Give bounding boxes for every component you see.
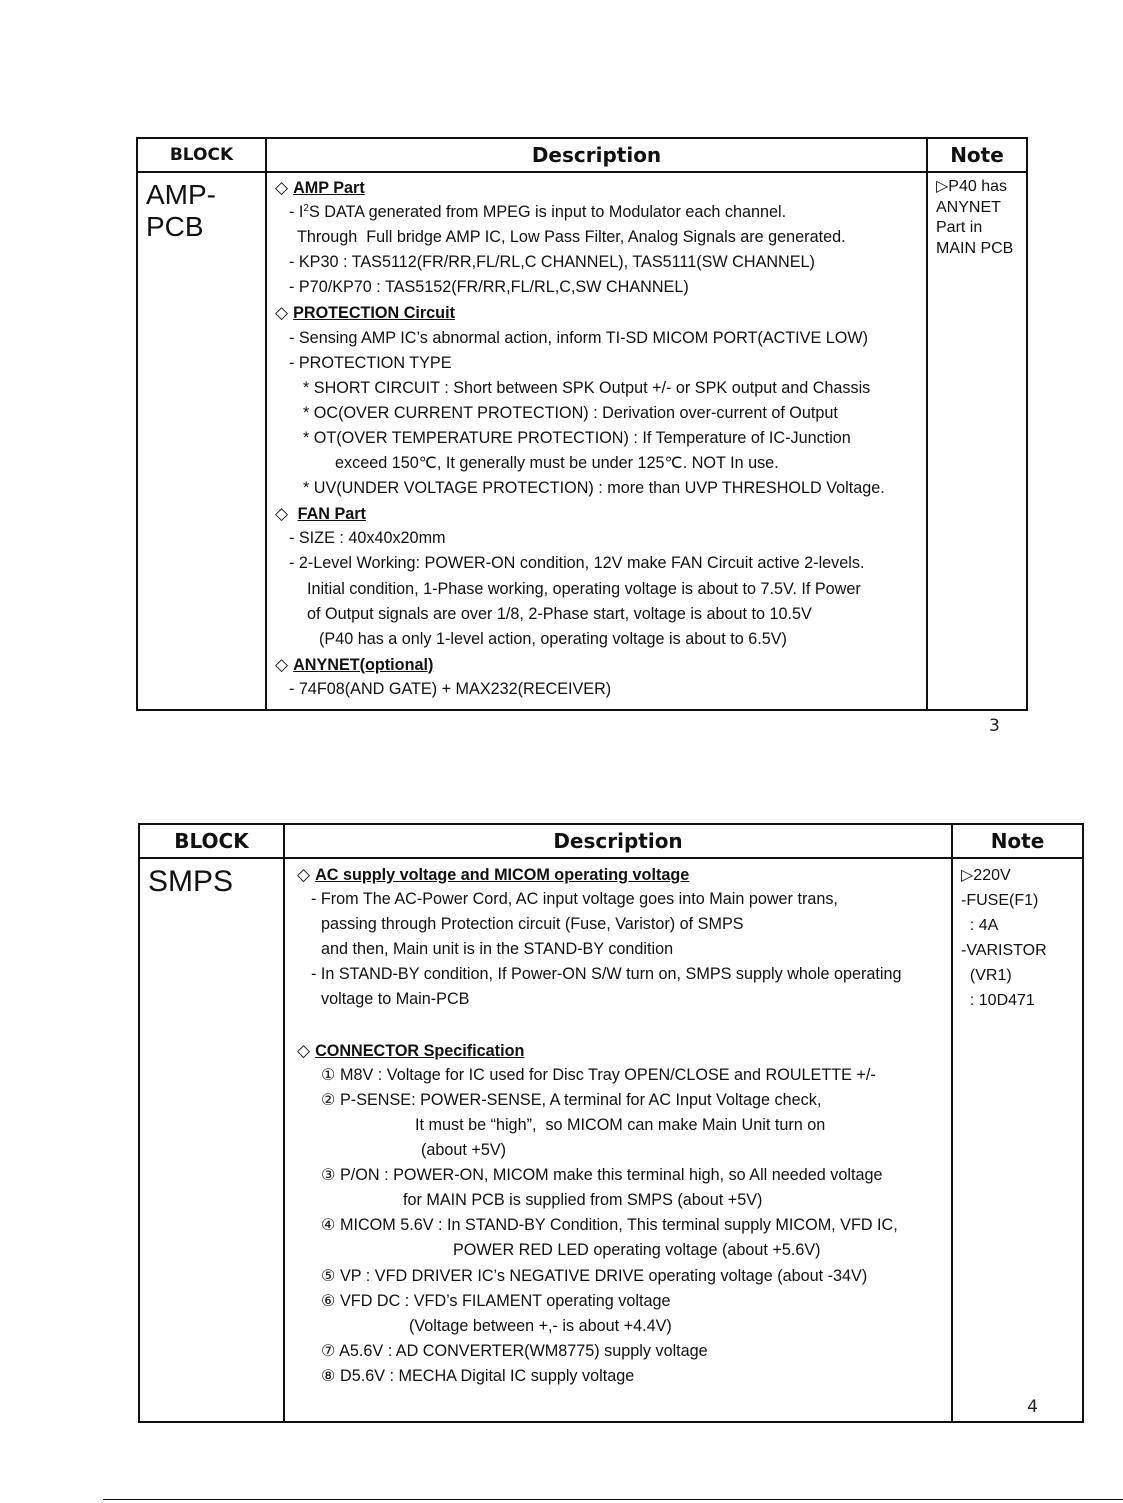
block-name: SMPS — [148, 865, 234, 898]
line-text: and then, Main unit is in the STAND-BY condition — [321, 940, 674, 959]
description-line: - $I^2S$ DATA generated from MPEG is input to Modulator each channel. — [289, 203, 787, 222]
diamond-icon: ◇ — [275, 654, 289, 674]
line-text: Through Full bridge AMP IC, Low Pass Filter, Analog Signals are generated. — [297, 228, 846, 247]
block-name: AMP-PCB — [146, 179, 216, 242]
description-line — [275, 551, 926, 576]
line-text: * UV(UNDER VOLTAGE PROTECTION) : more than UVP THRESHOLD Voltage. — [303, 479, 885, 498]
description-line — [297, 887, 951, 912]
line-text: ④ MICOM 5.6V : In STAND-BY Condition, This terminal supply MICOM, VFD IC, — [321, 1216, 898, 1235]
line-text: (about +5V) — [421, 1141, 507, 1160]
description-line — [297, 987, 951, 1012]
description-line — [275, 326, 926, 351]
header-block: BLOCK — [139, 824, 284, 858]
note-cell — [928, 173, 1026, 259]
line-text: POWER RED LED operating voltage (about +5.6V) — [453, 1241, 821, 1260]
line-text: ② P-SENSE: POWER-SENSE, A terminal for AC Input Voltage check, — [321, 1090, 822, 1109]
line-text: - Sensing AMP IC’s abnormal action, inform TI-SD MICOM PORT(ACTIVE LOW) — [289, 328, 869, 347]
diamond-icon: ◇ — [297, 865, 311, 884]
section-heading — [275, 175, 926, 200]
description-line — [297, 1238, 951, 1263]
note-line: (VR1) — [961, 967, 1012, 984]
header-note: Note — [952, 824, 1083, 858]
description-line — [275, 627, 926, 652]
description-line — [275, 677, 926, 702]
header-block: BLOCK — [137, 138, 266, 172]
description-line — [297, 1213, 951, 1238]
description-line — [275, 351, 926, 376]
note-line: MAIN PCB — [936, 239, 1014, 257]
amp-pcb-table — [136, 137, 1028, 711]
description-line — [297, 1188, 951, 1213]
description-line — [297, 912, 951, 937]
note-line: -FUSE(F1) — [961, 892, 1039, 909]
diamond-icon: ◇ — [275, 303, 289, 323]
description-line — [297, 1339, 951, 1364]
description-line — [275, 526, 926, 551]
description-line — [297, 937, 951, 962]
section-heading-text: ANYNET(optional) — [293, 655, 434, 674]
description-line — [275, 401, 926, 426]
description-line — [297, 1113, 951, 1138]
description-line — [275, 426, 926, 451]
section-heading — [297, 862, 951, 887]
note-cell — [953, 859, 1082, 1013]
header-note: Note — [927, 138, 1027, 172]
description-line — [275, 225, 926, 250]
note-line: : 4A — [961, 917, 999, 934]
description-line — [297, 1088, 951, 1113]
note-line: Part in — [936, 219, 983, 236]
line-text: - P70/KP70 : TAS5152(FR/RR,FL/RL,C,SW CHANNEL) — [289, 278, 689, 297]
line-text: It must be “high”, so MICOM can make Main Unit turn on — [415, 1115, 826, 1134]
section-heading-text: FAN Part — [297, 505, 366, 524]
line-text: ⑤ VP : VFD DRIVER IC’s NEGATIVE DRIVE operating voltage (about -34V) — [321, 1266, 868, 1285]
line-text: passing through Protection circuit (Fuse, Varistor) of SMPS — [321, 915, 744, 934]
line-text: Initial condition, 1-Phase working, operating voltage is about to 7.5V. If Power — [307, 579, 861, 598]
note-line: ANYNET — [936, 198, 1001, 216]
section-heading-text: PROTECTION Circuit — [293, 304, 455, 323]
section-heading — [297, 1038, 951, 1063]
diamond-icon: ◇ — [297, 1040, 311, 1060]
line-text: voltage to Main-PCB — [321, 990, 470, 1009]
description-line — [297, 1289, 951, 1314]
description-line — [275, 476, 926, 501]
line-text: - SIZE : 40x40x20mm — [289, 529, 446, 548]
section-heading-text: CONNECTOR Specification — [315, 1041, 525, 1060]
line-text: ⑥ VFD DC : VFD’s FILAMENT operating voltage — [321, 1291, 671, 1310]
line-text: - In STAND-BY condition, If Power-ON S/W turn on, SMPS supply whole operating — [311, 965, 902, 984]
section-heading — [275, 501, 926, 526]
description-line — [275, 250, 926, 275]
section-heading-text: AC supply voltage and MICOM operating voltage — [315, 866, 690, 884]
page-number: 4 — [1027, 1397, 1038, 1417]
note-line: ▷P40 has — [936, 178, 1008, 195]
description-line — [275, 602, 926, 627]
line-text: for MAIN PCB is supplied from SMPS (about +5V) — [403, 1191, 763, 1210]
line-text: ① M8V : Voltage for IC used for Disc Tray OPEN/CLOSE and ROULETTE +/- — [321, 1065, 876, 1084]
description-line — [275, 577, 926, 602]
description-line — [297, 1013, 951, 1038]
header-description: Description — [266, 138, 927, 172]
line-text: ⑦ A5.6V : AD CONVERTER(WM8775) supply voltage — [321, 1341, 708, 1360]
description-line — [297, 1163, 951, 1188]
note-line: -VARISTOR — [961, 942, 1047, 959]
description-line — [297, 1138, 951, 1163]
description-line — [297, 1364, 951, 1389]
line-text: S DATA generated from MPEG is input to Modulator each channel. — [308, 203, 787, 222]
diamond-icon: ◇ — [275, 504, 289, 524]
superscript: 2 — [303, 203, 309, 215]
line-text: - 2-Level Working: POWER-ON condition, 12V make FAN Circuit active 2-levels. — [289, 554, 865, 573]
page-number: 3 — [989, 716, 1000, 736]
line-text: (P40 has a only 1-level action, operating voltage is about to 6.5V) — [319, 629, 787, 648]
line-text: ③ P/ON : POWER-ON, MICOM make this terminal high, so All needed voltage — [321, 1166, 883, 1185]
line-text: * SHORT CIRCUIT : Short between SPK Output +/- or SPK output and Chassis — [303, 378, 871, 397]
section-heading — [275, 300, 926, 325]
line-text: * OC(OVER CURRENT PROTECTION) : Derivation over-current of Output — [303, 403, 838, 422]
note-line: : 10D471 — [961, 992, 1035, 1009]
description-cell — [267, 173, 926, 702]
description-line — [275, 376, 926, 401]
header-description: Description — [284, 824, 952, 858]
section-heading-text: AMP Part — [293, 179, 365, 197]
line-text: - From The AC-Power Cord, AC input voltage goes into Main power trans, — [311, 890, 838, 909]
line-text: ⑧ D5.6V : MECHA Digital IC supply voltage — [321, 1366, 635, 1385]
description-line — [275, 451, 926, 476]
diamond-icon: ◇ — [275, 178, 289, 197]
line-text: - 74F08(AND GATE) + MAX232(RECEIVER) — [289, 679, 612, 698]
section-heading — [275, 652, 926, 677]
smps-table — [138, 823, 1084, 1423]
description-line — [297, 1314, 951, 1339]
line-text: - PROTECTION TYPE — [289, 353, 452, 372]
line-text: exceed 150℃, It generally must be under 125℃. NOT In use. — [335, 454, 779, 473]
description-line — [297, 962, 951, 987]
note-line: ▷220V — [961, 867, 1011, 884]
description-line — [297, 1063, 951, 1088]
description-line — [275, 275, 926, 300]
description-cell — [285, 859, 951, 1389]
description-line — [297, 1264, 951, 1289]
page-footer-rule — [103, 1499, 1123, 1500]
line-prefix: I — [298, 203, 304, 222]
line-text: - KP30 : TAS5112(FR/RR,FL/RL,C CHANNEL), TAS5111(SW CHANNEL) — [289, 253, 815, 272]
line-text: (Voltage between +,- is about +4.4V) — [409, 1316, 672, 1335]
line-text: * OT(OVER TEMPERATURE PROTECTION) : If Temperature of IC-Junction — [303, 428, 851, 447]
line-text: of Output signals are over 1/8, 2-Phase start, voltage is about to 10.5V — [307, 604, 812, 623]
